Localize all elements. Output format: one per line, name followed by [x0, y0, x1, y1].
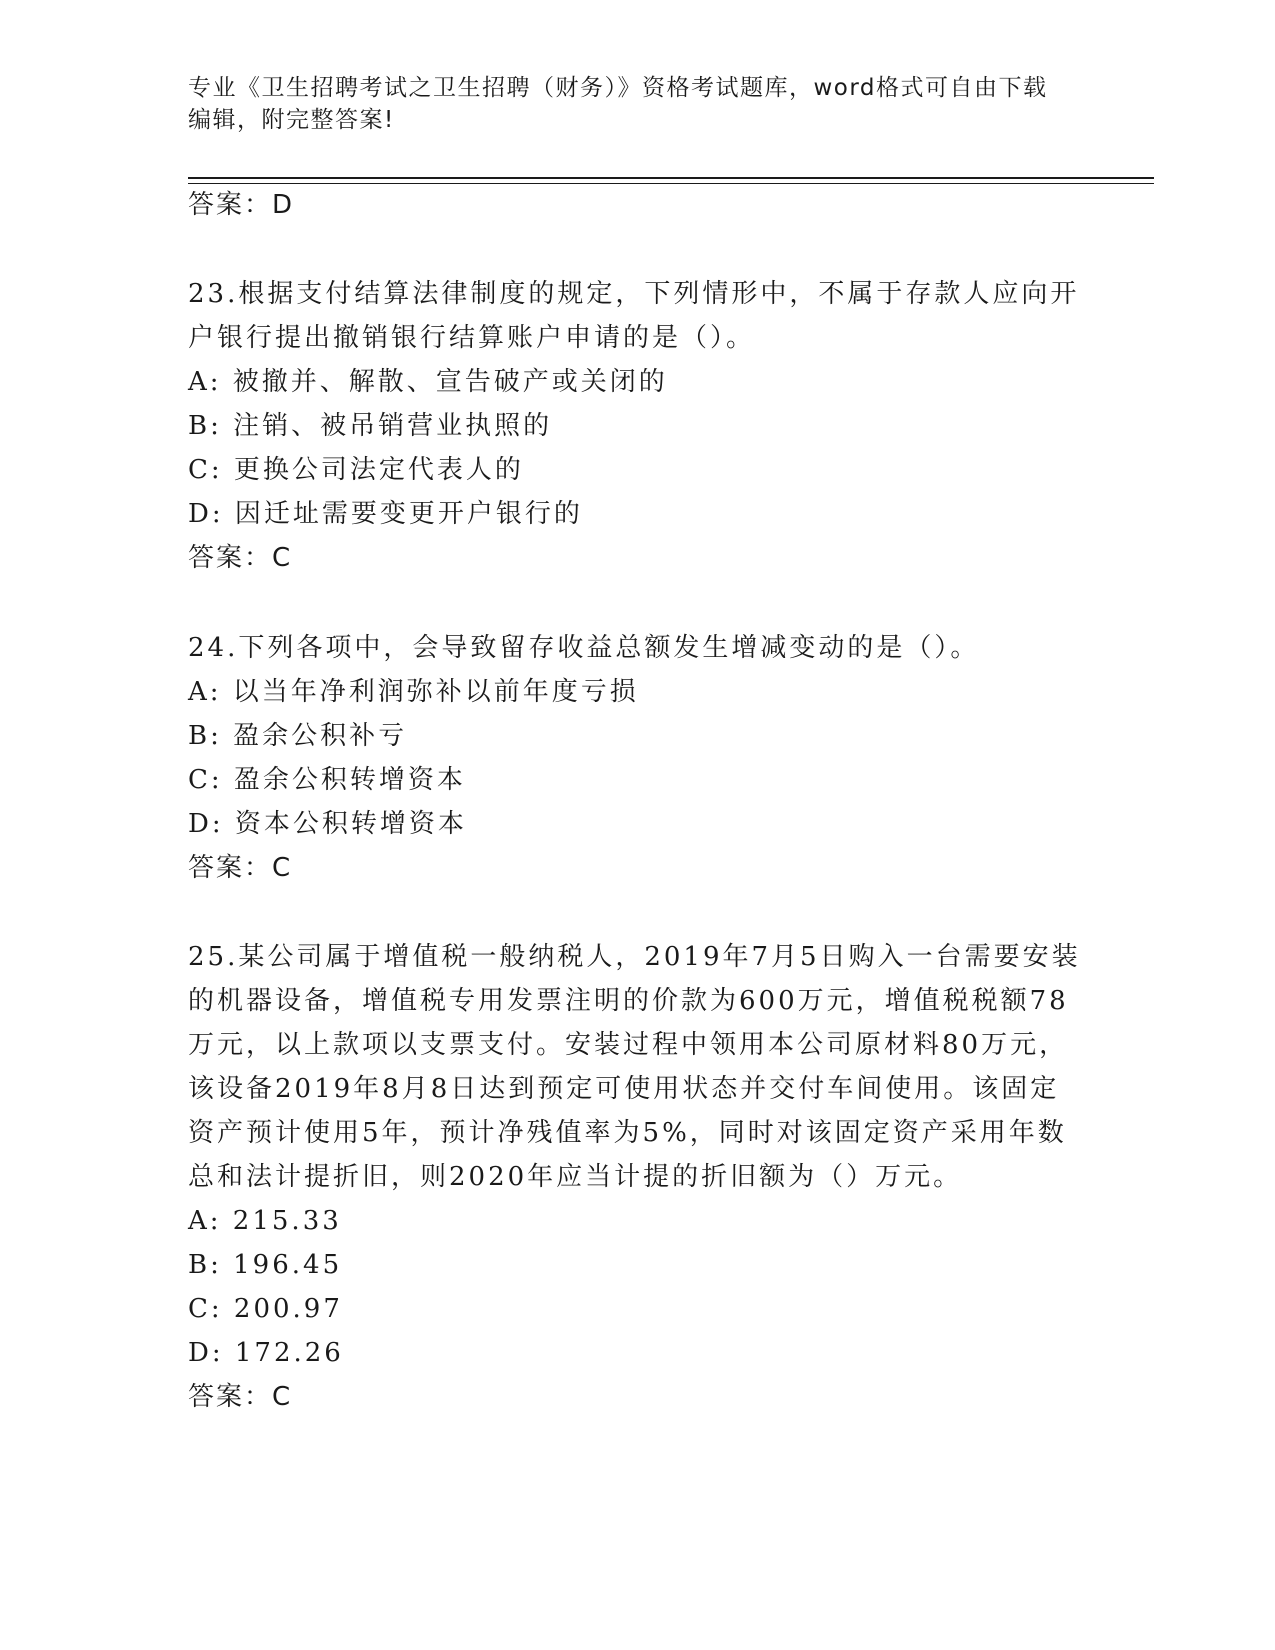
header-rule-thin	[188, 183, 1154, 184]
q25-stem-line-1: 25.某公司属于增值税一般纳税人，2019年7月5日购入一台需要安装	[188, 942, 1081, 972]
q25-option-a: A: 215.33	[188, 1206, 342, 1236]
q24-option-b: B: 盈余公积补亏	[188, 721, 408, 751]
q23-stem-line-1: 23.根据支付结算法律制度的规定，下列情形中，不属于存款人应向开	[188, 279, 1080, 309]
q24-option-d: D: 资本公积转增资本	[188, 809, 467, 839]
q25-stem-line-2: 的机器设备，增值税专用发票注明的价款为600万元，增值税税额78	[188, 986, 1069, 1016]
q25-option-c: C: 200.97	[188, 1294, 343, 1324]
header-rule-thick	[188, 177, 1154, 179]
q23-option-a: A: 被撤并、解散、宣告破产或关闭的	[188, 367, 668, 397]
q25-answer: 答案：C	[188, 1382, 293, 1412]
q23-option-b: B: 注销、被吊销营业执照的	[188, 411, 553, 441]
q23-option-d: D: 因迁址需要变更开户银行的	[188, 499, 583, 529]
q25-stem-line-3: 万元，以上款项以支票支付。安装过程中领用本公司原材料80万元，	[188, 1030, 1069, 1060]
q25-stem-line-5: 资产预计使用5年，预计净残值率为5%，同时对该固定资产采用年数	[188, 1118, 1067, 1148]
q24-option-c: C: 盈余公积转增资本	[188, 765, 466, 795]
q25-option-b: B: 196.45	[188, 1250, 343, 1280]
header-line-1: 专业《卫生招聘考试之卫生招聘（财务）》资格考试题库，word格式可自由下载	[188, 75, 1048, 101]
previous-answer: 答案：D	[188, 190, 295, 220]
document-header	[188, 72, 1068, 136]
q23-option-c: C: 更换公司法定代表人的	[188, 455, 524, 485]
q23-answer: 答案：C	[188, 543, 293, 573]
q24-answer: 答案：C	[188, 853, 293, 883]
q25-stem-line-6: 总和法计提折旧，则2020年应当计提的折旧额为（）万元。	[188, 1162, 963, 1192]
q24-option-a: A: 以当年净利润弥补以前年度亏损	[188, 677, 639, 707]
q24-stem-line-1: 24.下列各项中，会导致留存收益总额发生增减变动的是（）。	[188, 633, 980, 663]
q25-option-d: D: 172.26	[188, 1338, 344, 1368]
q23-stem-line-2: 户银行提出撤销银行结算账户申请的是（）。	[188, 323, 756, 353]
header-line-2: 编辑，附完整答案!	[188, 107, 395, 133]
q25-stem-line-4: 该设备2019年8月8日达到预定可使用状态并交付车间使用。该固定	[188, 1074, 1060, 1104]
